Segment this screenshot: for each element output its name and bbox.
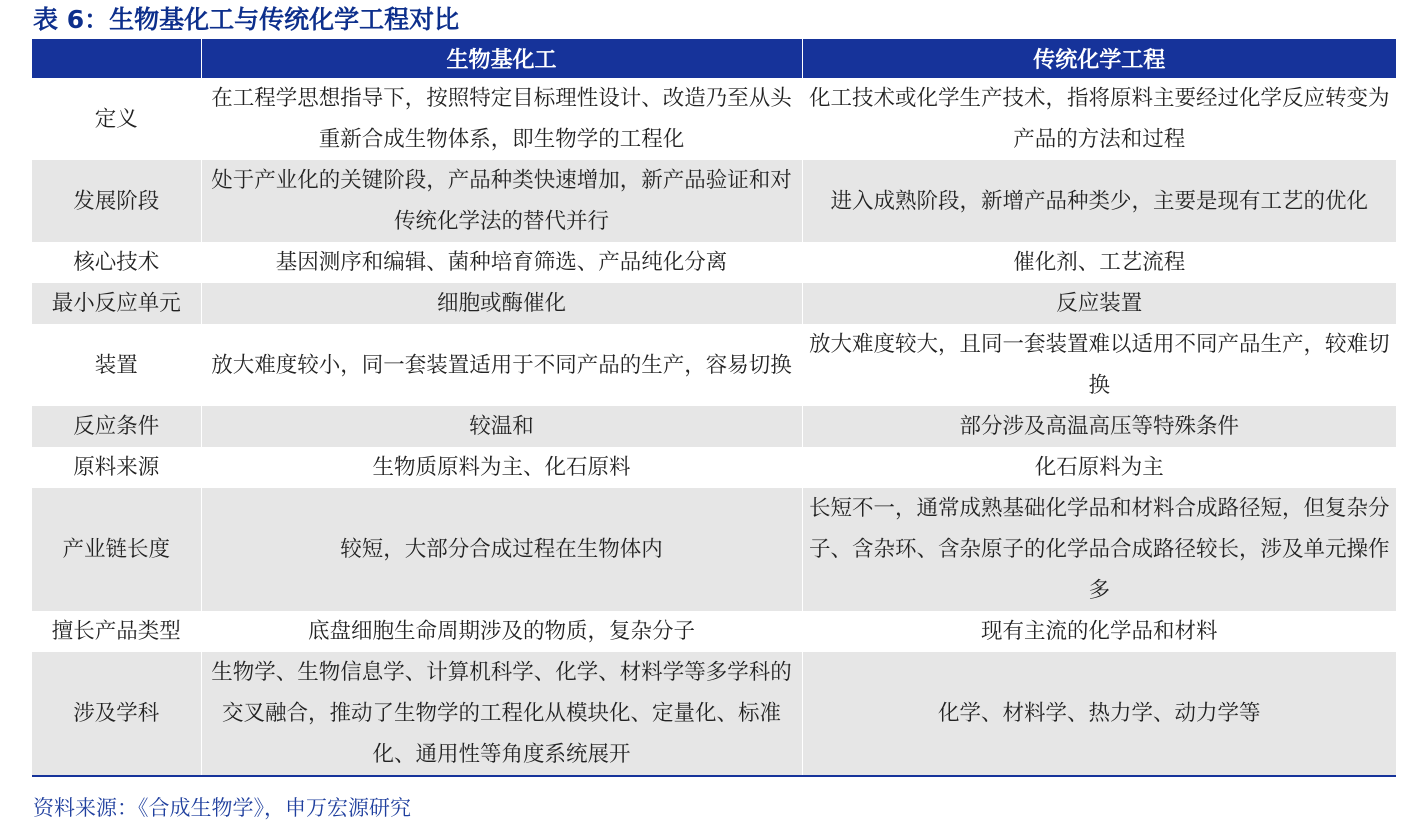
- bio-cell: 较短，大部分合成过程在生物体内: [201, 488, 802, 611]
- header-traditional-chemical: 传统化学工程: [802, 39, 1396, 78]
- row-label: 装置: [32, 324, 201, 406]
- trad-cell: 催化剂、工艺流程: [802, 242, 1396, 283]
- row-label: 发展阶段: [32, 160, 201, 242]
- bio-cell: 基因测序和编辑、菌种培育筛选、产品纯化分离: [201, 242, 802, 283]
- row-label: 核心技术: [32, 242, 201, 283]
- trad-cell: 现有主流的化学品和材料: [802, 611, 1396, 652]
- row-label: 擅长产品类型: [32, 611, 201, 652]
- trad-cell: 放大难度较大，且同一套装置难以适用不同产品生产，较难切换: [802, 324, 1396, 406]
- table-row: [32, 406, 1396, 447]
- header-bio-chemical: 生物基化工: [201, 39, 802, 78]
- trad-cell: 部分涉及高温高压等特殊条件: [802, 406, 1396, 447]
- bio-cell: 在工程学思想指导下，按照特定目标理性设计、改造乃至从头重新合成生物体系，即生物学的工程化: [201, 78, 802, 160]
- bio-cell: 较温和: [201, 406, 802, 447]
- header-corner: [32, 39, 201, 78]
- comparison-table: [32, 39, 1396, 777]
- table-row: [32, 652, 1396, 776]
- table-row: [32, 488, 1396, 611]
- table-title: 表 6：生物基化工与传统化学工程对比: [33, 5, 460, 34]
- table-row: [32, 78, 1396, 160]
- bio-cell: 放大难度较小，同一套装置适用于不同产品的生产，容易切换: [201, 324, 802, 406]
- bio-cell: 生物学、生物信息学、计算机科学、化学、材料学等多学科的交叉融合，推动了生物学的工程化从模块化、定量化、标准化、通用性等角度系统展开: [201, 652, 802, 776]
- row-label: 定义: [32, 78, 201, 160]
- table-row: [32, 283, 1396, 324]
- table-row: [32, 611, 1396, 652]
- trad-cell: 化学、材料学、热力学、动力学等: [802, 652, 1396, 776]
- trad-cell: 化石原料为主: [802, 447, 1396, 488]
- trad-cell: 长短不一，通常成熟基础化学品和材料合成路径短，但复杂分子、含杂环、含杂原子的化学品合成路径较长，涉及单元操作多: [802, 488, 1396, 611]
- trad-cell: 化工技术或化学生产技术，指将原料主要经过化学反应转变为产品的方法和过程: [802, 78, 1396, 160]
- source-note: 资料来源：《合成生物学》，申万宏源研究: [33, 796, 411, 820]
- trad-cell: 进入成熟阶段，新增产品种类少，主要是现有工艺的优化: [802, 160, 1396, 242]
- row-label: 原料来源: [32, 447, 201, 488]
- bio-cell: 处于产业化的关键阶段，产品种类快速增加，新产品验证和对传统化学法的替代并行: [201, 160, 802, 242]
- row-label: 反应条件: [32, 406, 201, 447]
- trad-cell: 反应装置: [802, 283, 1396, 324]
- table-row: [32, 324, 1396, 406]
- bio-cell: 生物质原料为主、化石原料: [201, 447, 802, 488]
- table-row: [32, 160, 1396, 242]
- table-row: [32, 242, 1396, 283]
- row-label: 涉及学科: [32, 652, 201, 776]
- bio-cell: 底盘细胞生命周期涉及的物质，复杂分子: [201, 611, 802, 652]
- bio-cell: 细胞或酶催化: [201, 283, 802, 324]
- row-label: 最小反应单元: [32, 283, 201, 324]
- table-row: [32, 447, 1396, 488]
- table-header-row: [32, 39, 1396, 78]
- row-label: 产业链长度: [32, 488, 201, 611]
